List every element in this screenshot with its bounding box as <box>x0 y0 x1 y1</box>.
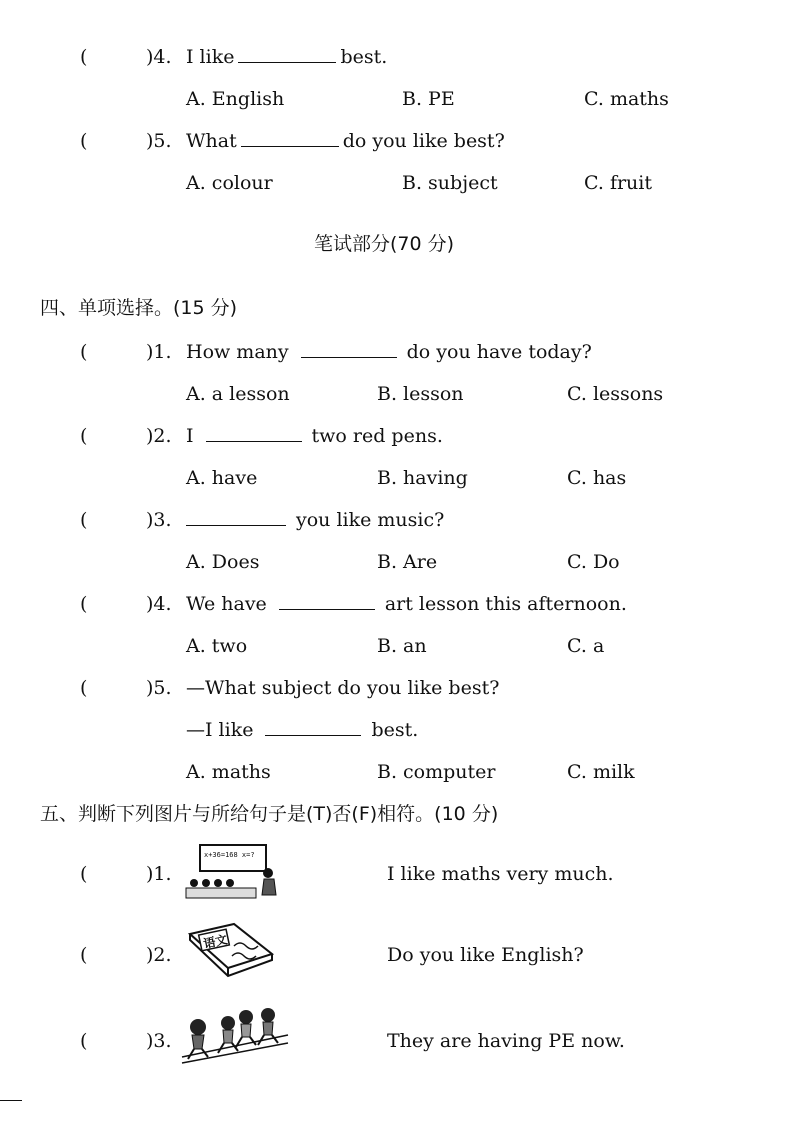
answer-paren-open: ( <box>80 593 88 615</box>
question-post: art lesson this afternoon. <box>384 593 627 615</box>
option-c: C. has <box>567 467 627 489</box>
listening-q4-text <box>186 45 387 69</box>
answer-paren-close: )2. <box>146 425 172 447</box>
option-a: A. colour <box>186 172 273 194</box>
book-title-text: 语文 <box>202 932 229 952</box>
answer-paren-open: ( <box>80 130 88 152</box>
answer-blank[interactable] <box>279 608 375 610</box>
answer-blank[interactable] <box>238 61 336 63</box>
board-text: x+36=168 x=? <box>204 851 255 859</box>
answer-paren-open: ( <box>80 509 88 531</box>
page-edge-mark <box>0 1100 22 1101</box>
question-post: do you have today? <box>406 341 592 363</box>
option-a: A. English <box>186 88 285 110</box>
chinese-book-picture <box>184 920 276 980</box>
answer-paren-close: )5. <box>146 677 172 699</box>
s4-q5-line2 <box>186 718 418 742</box>
option-b: B. having <box>377 467 468 489</box>
answer-paren-open: ( <box>80 341 88 363</box>
question-pre: How many <box>186 341 289 363</box>
answer-blank[interactable] <box>301 356 397 358</box>
s4-q3-text <box>182 508 444 532</box>
s4-q4-text <box>186 592 627 616</box>
answer-paren-close: )2. <box>146 944 172 966</box>
s5-sentence-2: Do you like English? <box>387 944 584 966</box>
option-a: A. Does <box>186 551 260 573</box>
option-c: C. milk <box>567 761 635 783</box>
question-post: you like music? <box>296 509 445 531</box>
option-a: A. a lesson <box>186 383 290 405</box>
answer-paren-open: ( <box>80 46 88 68</box>
option-b: B. PE <box>402 88 455 110</box>
answer-paren-close: )1. <box>146 863 172 885</box>
question-pre: I <box>186 425 194 447</box>
option-c: C. maths <box>584 88 669 110</box>
answer-blank[interactable] <box>265 734 361 736</box>
answer-paren-close: )3. <box>146 1030 172 1052</box>
answer-paren-open: ( <box>80 1030 88 1052</box>
answer-paren-close: )4. <box>146 46 172 68</box>
section4-title: 四、单项选择。(15 分) <box>40 297 238 319</box>
answer-paren-open: ( <box>80 425 88 447</box>
option-c: C. a <box>567 635 605 657</box>
written-part-title: 笔试部分(70 分) <box>314 233 455 255</box>
s5-sentence-1: I like maths very much. <box>387 863 614 885</box>
option-b: B. subject <box>402 172 498 194</box>
option-c: C. lessons <box>567 383 664 405</box>
s4-q5-line1: —What subject do you like best? <box>186 677 500 699</box>
answer-paren-close: )4. <box>146 593 172 615</box>
maths-class-picture <box>184 843 284 901</box>
option-b: B. computer <box>377 761 496 783</box>
option-a: A. two <box>186 635 248 657</box>
s4-q2-text <box>186 424 443 448</box>
answer-blank[interactable] <box>241 145 339 147</box>
s5-sentence-3: They are having PE now. <box>387 1030 625 1052</box>
question-pre: We have <box>186 593 267 615</box>
answer-paren-close: )1. <box>146 341 172 363</box>
answer-paren-open: ( <box>80 677 88 699</box>
question-pre: I like <box>186 46 235 68</box>
question-pre: —I like <box>186 719 254 741</box>
answer-paren-open: ( <box>80 863 88 885</box>
section5-title: 五、判断下列图片与所给句子是(T)否(F)相符。(10 分) <box>40 803 499 825</box>
option-c: C. fruit <box>584 172 653 194</box>
answer-blank[interactable] <box>186 524 286 526</box>
option-a: A. have <box>186 467 258 489</box>
question-pre: What <box>186 130 237 152</box>
option-b: B. lesson <box>377 383 464 405</box>
question-post: best. <box>340 46 388 68</box>
listening-q5-text <box>186 129 505 153</box>
option-b: B. Are <box>377 551 438 573</box>
option-c: C. Do <box>567 551 620 573</box>
s4-q1-text <box>186 340 592 364</box>
answer-paren-close: )5. <box>146 130 172 152</box>
option-b: B. an <box>377 635 427 657</box>
option-a: A. maths <box>186 761 271 783</box>
pe-running-picture <box>180 1005 292 1067</box>
answer-paren-open: ( <box>80 944 88 966</box>
question-post: do you like best? <box>342 130 505 152</box>
question-post: two red pens. <box>311 425 443 447</box>
question-post: best. <box>371 719 419 741</box>
answer-paren-close: )3. <box>146 509 172 531</box>
answer-blank[interactable] <box>206 440 302 442</box>
